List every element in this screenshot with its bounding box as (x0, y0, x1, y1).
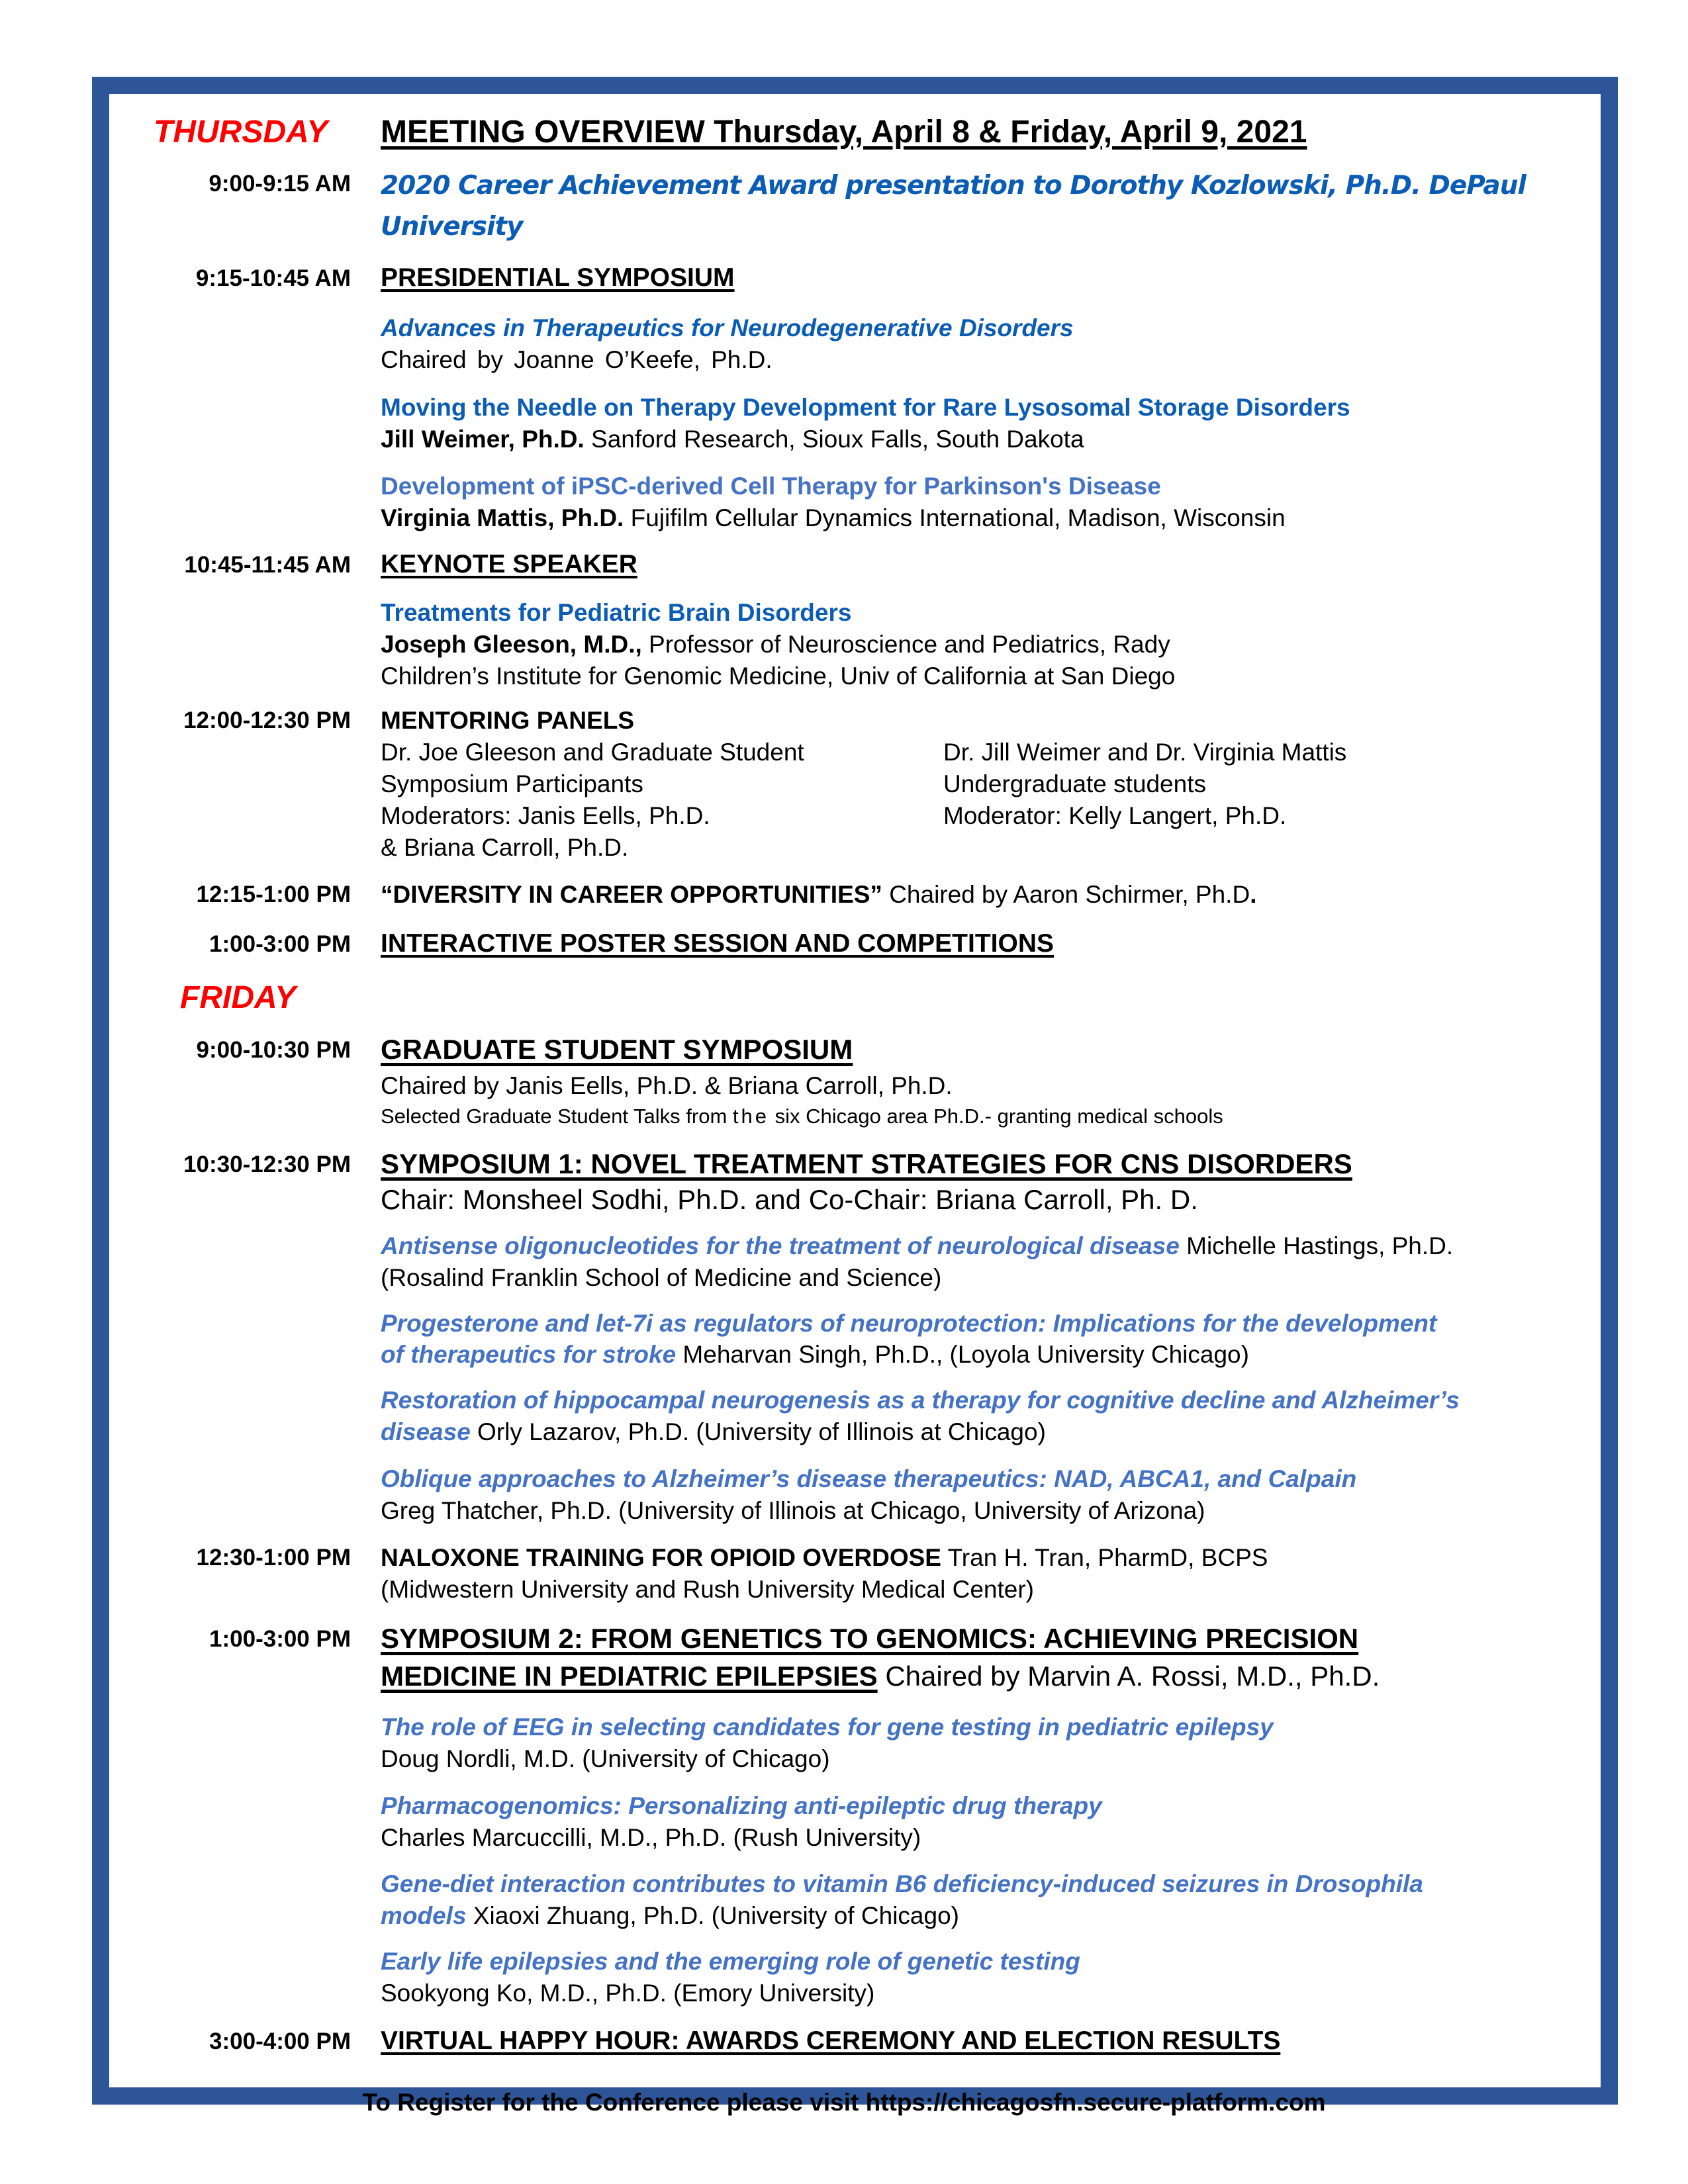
time-sym2: 1:00-3:00 PM (209, 1626, 351, 1652)
speaker-name: Joseph Gleeson, M.D., (381, 631, 642, 658)
speaker-affiliation: Fujifilm Cellular Dynamics International, Madison, Wisconsin (624, 504, 1286, 531)
time-award: 9:00-9:15 AM (209, 171, 351, 197)
speaker-name: Jill Weimer, Ph.D. (381, 426, 585, 453)
day-label-friday: FRIDAY (180, 980, 297, 1015)
talk-title-cont: of therapeutics for stroke (381, 1341, 677, 1368)
naloxone-affiliation: (Midwestern University and Rush University Medical Center) (381, 1576, 1034, 1603)
talk-speaker: Orly Lazarov, Ph.D. (University of Illinois at Chicago) (470, 1418, 1046, 1445)
grad-note (381, 1103, 1223, 1130)
meeting-overview-title: MEETING OVERVIEW Thursday, April 8 & Friday, April 9, 2021 (381, 114, 1307, 150)
mentoring-right-line: Undergraduate students (943, 770, 1206, 797)
talk-speaker: Sookyong Ko, M.D., Ph.D. (Emory University) (381, 1979, 875, 2007)
talk-title: Antisense oligonucleotides for the treatment of neurological disease (381, 1232, 1180, 1259)
talk-title: Moving the Needle on Therapy Development for Rare Lysosomal Storage Disorders (381, 394, 1350, 421)
symposium-2-heading-line-2: MEDICINE IN PEDIATRIC EPILEPSIES (381, 1661, 878, 1692)
symposium-2-heading-line-2-row (381, 1659, 1380, 1694)
diversity-chair: Chaired by Aaron Schirmer, Ph.D (882, 881, 1250, 908)
talk-title: Gene-diet interaction contributes to vitamin B6 deficiency-induced seizures in Drosophila (381, 1870, 1423, 1897)
talk-title: Restoration of hippocampal neurogenesis as a therapy for cognitive decline and Alzheimer’s (381, 1387, 1460, 1414)
time-sym1: 10:30-12:30 PM (183, 1152, 351, 1177)
talk-speaker: Greg Thatcher, Ph.D. (University of Illinois at Chicago, University of Arizona) (381, 1497, 1205, 1524)
keynote-speaker-line (381, 629, 1170, 660)
grad-note-a: Selected Graduate Student Talks from (381, 1105, 733, 1128)
symposium-2-heading-line-1: SYMPOSIUM 2: FROM GENETICS TO GENOMICS: ACHIEVING PRECISION (381, 1623, 1359, 1654)
time-grad: 9:00-10:30 PM (196, 1037, 351, 1063)
talk-affiliation: (Rosalind Franklin School of Medicine and Science) (381, 1264, 942, 1291)
day-label-thursday: THURSDAY (154, 114, 328, 150)
diversity-heading: “DIVERSITY IN CAREER OPPORTUNITIES” (381, 881, 882, 908)
sym2-talk-line (381, 1900, 959, 1931)
time-mentoring: 12:00-12:30 PM (183, 707, 351, 733)
diversity-period: . (1250, 881, 1257, 908)
talk-title-cont: models (381, 1902, 467, 1929)
talk-title: Early life epilepsies and the emerging role of genetic testing (381, 1948, 1080, 1975)
grad-note-b: the (732, 1105, 769, 1128)
symposium-2-chair: Chaired by Marvin A. Rossi, M.D., Ph.D. (877, 1661, 1380, 1692)
keynote-heading: KEYNOTE SPEAKER (381, 550, 637, 578)
grad-note-c: six Chicago area Ph.D.- granting medical schools (769, 1105, 1223, 1128)
sym1-talk-line (381, 1385, 1460, 1416)
mentoring-right-line: Dr. Jill Weimer and Dr. Virginia Mattis (943, 739, 1347, 766)
time-happy-hour: 3:00-4:00 PM (209, 2028, 351, 2054)
talk-speaker: Meharvan Singh, Ph.D., (Loyola University Chicago) (676, 1341, 1249, 1368)
sym1-talk-line (381, 1262, 941, 1293)
talk-speaker: Michelle Hastings, Ph.D. (1179, 1232, 1454, 1259)
talk-title: The role of EEG in selecting candidates for gene testing in pediatric epilepsy (381, 1713, 1274, 1741)
sym1-talk-line (381, 1339, 1249, 1370)
registration-footer: To Register for the Conference please visit https://chicagosfn.secure-platform.com (362, 2089, 1326, 2116)
time-presidential: 9:15-10:45 AM (195, 265, 351, 291)
talk-speaker: Doug Nordli, M.D. (University of Chicago) (381, 1745, 830, 1772)
sym1-talk-line (381, 1230, 1453, 1261)
talk-title: Progesterone and let-7i as regulators of neuroprotection: Implications for the development (381, 1310, 1437, 1337)
naloxone-line (381, 1542, 1268, 1573)
symposium-1-chair: Chair: Monsheel Sodhi, Ph.D. and Co-Chair: Briana Carroll, Ph. D. (381, 1184, 1198, 1215)
sym1-talk-line (381, 1416, 1046, 1447)
sym1-talk-line (381, 1463, 1356, 1494)
symposium-1-heading: SYMPOSIUM 1: NOVEL TREATMENT STRATEGIES FOR CNS DISORDERS (381, 1148, 1352, 1179)
talk-speaker-line (381, 424, 1084, 455)
award-line-1: 2020 Career Achievement Award presentation to Dorothy Kozlowski, Ph.D. DePaul (381, 171, 1526, 201)
talk-title: Advances in Therapeutics for Neurodegenerative Disorders (381, 314, 1074, 341)
talk-speaker-line (381, 502, 1286, 533)
speaker-affiliation: Sanford Research, Sioux Falls, South Dakota (584, 426, 1084, 453)
speaker-affiliation: Professor of Neuroscience and Pediatrics, Rady (641, 631, 1170, 658)
talk-title: Development of iPSC-derived Cell Therapy for Parkinson's Disease (381, 473, 1161, 500)
presidential-symposium-heading: PRESIDENTIAL SYMPOSIUM (381, 263, 735, 292)
sym1-talk-line (381, 1308, 1436, 1339)
talk-title: Oblique approaches to Alzheimer’s disease therapeutics: NAD, ABCA1, and Calpain (381, 1465, 1357, 1492)
time-diversity: 12:15-1:00 PM (196, 882, 351, 907)
keynote-affiliation-line-2: Children’s Institute for Genomic Medicine, Univ of California at San Diego (381, 662, 1176, 690)
naloxone-heading: NALOXONE TRAINING FOR OPIOID OVERDOSE (381, 1544, 941, 1571)
talk-title: Pharmacogenomics: Personalizing anti-epileptic drug therapy (381, 1792, 1102, 1819)
talk-title-cont: disease (381, 1418, 471, 1445)
grad-symposium-heading: GRADUATE STUDENT SYMPOSIUM (381, 1034, 853, 1065)
mentoring-left-line: Moderators: Janis Eells, Ph.D. (381, 802, 710, 829)
speaker-name: Virginia Mattis, Ph.D. (381, 504, 624, 531)
mentoring-heading: MENTORING PANELS (381, 707, 635, 734)
talk-speaker: Xiaoxi Zhuang, Ph.D. (University of Chicago) (466, 1902, 959, 1929)
talk-chair (381, 344, 773, 375)
keynote-title: Treatments for Pediatric Brain Disorders (381, 599, 852, 626)
naloxone-speaker: Tran H. Tran, PharmD, BCPS (941, 1544, 1268, 1571)
talk-speaker: Charles Marcuccilli, M.D., Ph.D. (Rush University) (381, 1824, 921, 1851)
time-keynote: 10:45-11:45 AM (184, 552, 351, 578)
poster-session-heading: INTERACTIVE POSTER SESSION AND COMPETITIONS (381, 929, 1054, 958)
sym1-talk-line (381, 1495, 1205, 1526)
mentoring-left-line: Dr. Joe Gleeson and Graduate Student (381, 739, 804, 766)
diversity-line (381, 879, 1256, 910)
mentoring-right-line: Moderator: Kelly Langert, Ph.D. (943, 802, 1287, 829)
happy-hour-heading: VIRTUAL HAPPY HOUR: AWARDS CEREMONY AND ELECTION RESULTS (381, 2026, 1281, 2055)
talk-detail: Chaired by Joanne O’Keefe, Ph.D. (381, 346, 773, 373)
grad-chair: Chaired by Janis Eells, Ph.D. & Briana Carroll, Ph.D. (381, 1072, 953, 1099)
mentoring-left-line: Symposium Participants (381, 770, 643, 797)
time-poster: 1:00-3:00 PM (209, 931, 351, 957)
time-naloxone: 12:30-1:00 PM (196, 1545, 351, 1570)
mentoring-left-line: & Briana Carroll, Ph.D. (381, 834, 629, 861)
award-line-2: University (381, 212, 523, 242)
